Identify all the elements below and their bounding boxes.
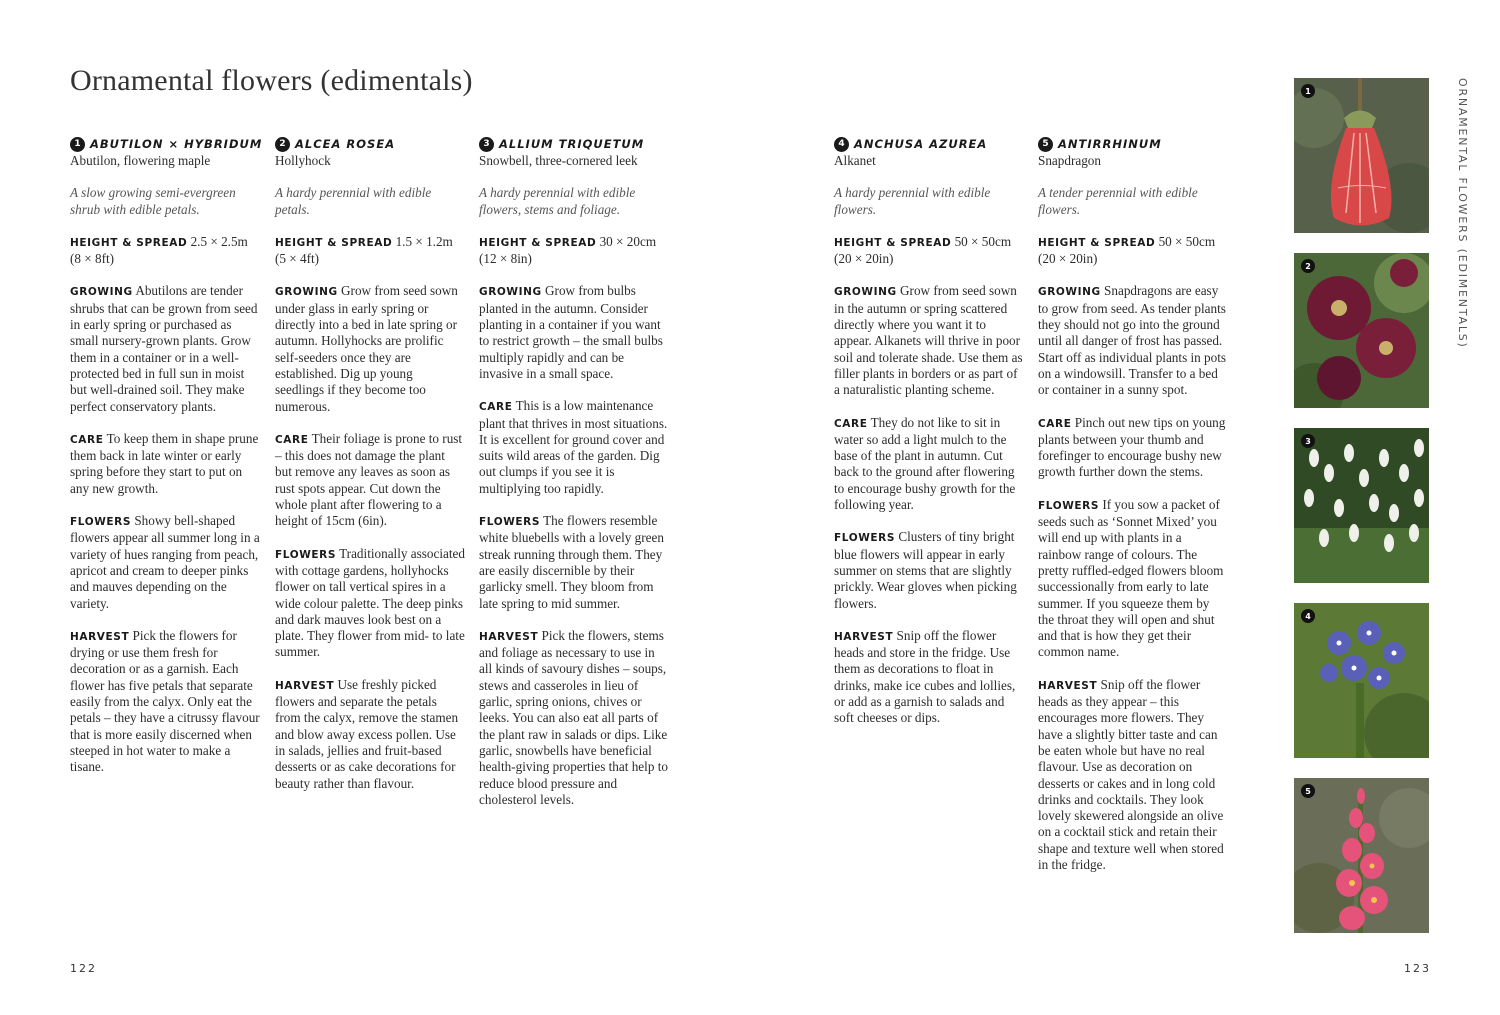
height-spread-paragraph: HEIGHT & SPREAD 30 × 20cm (12 × 8in)	[479, 233, 657, 267]
plant-entry-allium	[479, 135, 669, 808]
plant-heading	[275, 135, 465, 153]
care-paragraph: CARE Pinch out new tips on young plants between your thumb and forefinger to encourage bushy new growth further down the stems.	[1038, 414, 1226, 480]
plant-description: A hardy perennial with edible flowers.	[834, 185, 991, 217]
plant-heading	[479, 135, 669, 153]
plant-entry-anchusa	[834, 135, 1024, 727]
plant-number-badge: 1	[70, 137, 85, 152]
abutilon-flower-photo	[1294, 78, 1429, 233]
plant-description: A tender perennial with edible flowers.	[1038, 185, 1198, 217]
harvest-paragraph: HARVEST Snip off the flower heads as they appear – this encourages more flowers. They have a slightly bitter taste and can be eaten whole but have no real flavour. Use as decoration on desserts or cakes and in long cold drinks and cocktails. They look lovely skewered alongside an olive on a cocktail stick and retain their shape and texture well when stored in the fridge.	[1038, 676, 1224, 872]
care-paragraph: CARE To keep them in shape prune them back in late winter or early spring before they start to put on any new growth.	[70, 430, 259, 496]
growing-paragraph: GROWING Grow from bulbs planted in the autumn. Consider planting in a container if you want to restrict growth – the small bulbs multiply rapidly and can be invasive in a small space.	[479, 283, 663, 381]
harvest-paragraph: HARVEST Pick the flowers for drying or use them fresh for decoration or as a garnish. Each flower has five petals that separate easily from the calyx. Only eat the petals – they have a citrussy flavour that is more easily discerned when steeped in hot water to make a tisane.	[70, 627, 260, 775]
plant-entry-abutilon	[70, 135, 263, 776]
page-number-right: 123	[1404, 962, 1431, 975]
photo-number-badge: 3	[1301, 434, 1315, 448]
height-spread-paragraph: HEIGHT & SPREAD 2.5 × 2.5m (8 × 8ft)	[70, 233, 248, 267]
flowers-paragraph: FLOWERS The flowers resemble white bluebells with a lovely green streak running through them. They are easily discernible by their garlicky smell. They bloom from late spring to mid summer.	[479, 513, 664, 611]
care-paragraph: CARE Their foliage is prone to rust – this does not damage the plant but remove any leaves as soon as rust spots appear. Cut down the whole plant after flowering to a height of 15cm (6in).	[275, 430, 463, 529]
side-section-title: ORNAMENTAL FLOWERS (EDIMENTALS)	[1456, 78, 1469, 349]
flowers-paragraph: FLOWERS Showy bell-shaped flowers appear all summer long in a variety of hues ranging from peach, apricot and cream to deeper pinks and mauves depending on the variety.	[70, 513, 260, 611]
flowers-paragraph: FLOWERS Clusters of tiny bright blue flowers will appear in early summer on stems that are slightly prickly. Wear gloves when picking flowers.	[834, 529, 1017, 611]
alkanet-flower-photo	[1294, 603, 1429, 758]
growing-paragraph: GROWING Grow from seed sown under glass in early spring or directly into a bed in late spring or autumn. Hollyhocks are prolific self-seeders once they are established. Dig up young seedlings if they become too numerous.	[275, 283, 458, 414]
plant-heading	[1038, 135, 1228, 153]
flowers-paragraph: FLOWERS If you sow a packet of seeds such as ‘Sonnet Mixed’ you will end up with plants in a rainbow range of colours. The pretty ruffled-edged flowers bloom successionally from early to late summer. If you squeeze them by the throat they will open and shut and that is how they get their common name.	[1038, 496, 1224, 660]
latin-name: ANCHUSA AZUREA	[854, 136, 988, 151]
plant-heading	[834, 135, 1024, 153]
plant-heading	[70, 135, 263, 153]
harvest-paragraph: HARVEST Use freshly picked flowers and separate the petals from the calyx, remove the stamen and blow away excess pollen. Use in salads, jellies and fruit-based desserts or as cake decorations for beauty rather than flavour.	[275, 676, 459, 791]
growing-paragraph: GROWING Abutilons are tender shrubs that can be grown from seed in early spring or purchased as small nursery-grown plants. Grow them in a container or in a well-protected bed in full sun in moist but well-drained soil. They make perfect conservatory plants.	[70, 283, 258, 414]
plant-description: A slow growing semi-evergreen shrub with edible petals.	[70, 185, 236, 217]
plant-number-badge: 3	[479, 137, 494, 152]
growing-paragraph: GROWING Grow from seed sown in the autumn or spring scattered directly where you want it to appear. Alkanets will thrive in poor soil and tolerate shade. Use them as filler plants in borders or as part of a naturalistic planting scheme.	[834, 283, 1023, 398]
care-paragraph: CARE They do not like to sit in water so add a light mulch to the base of the plant in autumn. Cut back to the ground after flowering to encourage bushy growth for the following year.	[834, 414, 1016, 513]
common-name: Alkanet	[834, 153, 876, 168]
snowbell-flower-photo	[1294, 428, 1429, 583]
hollyhock-flower-photo	[1294, 253, 1429, 408]
plant-number-badge: 5	[1038, 137, 1053, 152]
plant-number-badge: 4	[834, 137, 849, 152]
photo-number-badge: 5	[1301, 784, 1315, 798]
height-spread-paragraph: HEIGHT & SPREAD 1.5 × 1.2m (5 × 4ft)	[275, 233, 453, 267]
photo-number-badge: 2	[1301, 259, 1315, 273]
plant-entry-antirrhinum	[1038, 135, 1228, 873]
care-paragraph: CARE This is a low maintenance plant that thrives in most situations. It is excellent for ground cover and suits wild areas of the garden. Dig out clumps if you see it is multiplying too rapidly.	[479, 398, 668, 496]
harvest-paragraph: HARVEST Pick the flowers, stems and foliage as necessary to use in all kinds of savoury dishes – soups, stews and casseroles in lieu of garlic, spring onions, chives or leeks. You can also eat all parts of the plant raw in salads or dips. Like garlic, snowbells have beneficial health-giving properties that help to reduce blood pressure and cholesterol levels.	[479, 627, 668, 807]
snapdragon-flower-photo	[1294, 778, 1429, 933]
latin-name: ABUTILON × HYBRIDUM	[90, 136, 263, 151]
page-number-left: 122	[70, 962, 97, 975]
latin-name: ALCEA ROSEA	[295, 136, 396, 151]
page-title: Ornamental flowers (edimentals)	[70, 64, 473, 97]
common-name: Snapdragon	[1038, 153, 1101, 168]
growing-paragraph: GROWING Snapdragons are easy to grow from seed. As tender plants they should not go into the ground until all danger of frost has passed. Start off as individual plants in pots on a windowsill. Transfer to a bed or container in a sunny spot.	[1038, 283, 1227, 398]
flowers-paragraph: FLOWERS Traditionally associated with cottage gardens, hollyhocks flower on tall vertical spires in a wide colour palette. The deep pinks and dark mauves look best on a plate. They flower from mid- to late summer.	[275, 545, 465, 660]
height-spread-paragraph: HEIGHT & SPREAD 50 × 50cm (20 × 20in)	[834, 233, 1012, 267]
harvest-paragraph: HARVEST Snip off the flower heads and store in the fridge. Use them as decorations to float in drinks, make ice cubes and lollies, or add as a garnish to salads and soft cheeses or dips.	[834, 627, 1016, 726]
plant-description: A hardy perennial with edible petals.	[275, 185, 432, 217]
common-name: Abutilon, flowering maple	[70, 153, 211, 168]
height-spread-paragraph: HEIGHT & SPREAD 50 × 50cm (20 × 20in)	[1038, 233, 1216, 267]
latin-name: ANTIRRHINUM	[1058, 136, 1162, 151]
plant-entry-alcea	[275, 135, 465, 792]
latin-name: ALLIUM TRIQUETUM	[499, 136, 645, 151]
plant-description: A hardy perennial with edible flowers, stems and foliage.	[479, 185, 636, 217]
common-name: Hollyhock	[275, 153, 331, 168]
photo-number-badge: 1	[1301, 84, 1315, 98]
common-name: Snowbell, three-cornered leek	[479, 153, 638, 168]
photo-number-badge: 4	[1301, 609, 1315, 623]
plant-number-badge: 2	[275, 137, 290, 152]
